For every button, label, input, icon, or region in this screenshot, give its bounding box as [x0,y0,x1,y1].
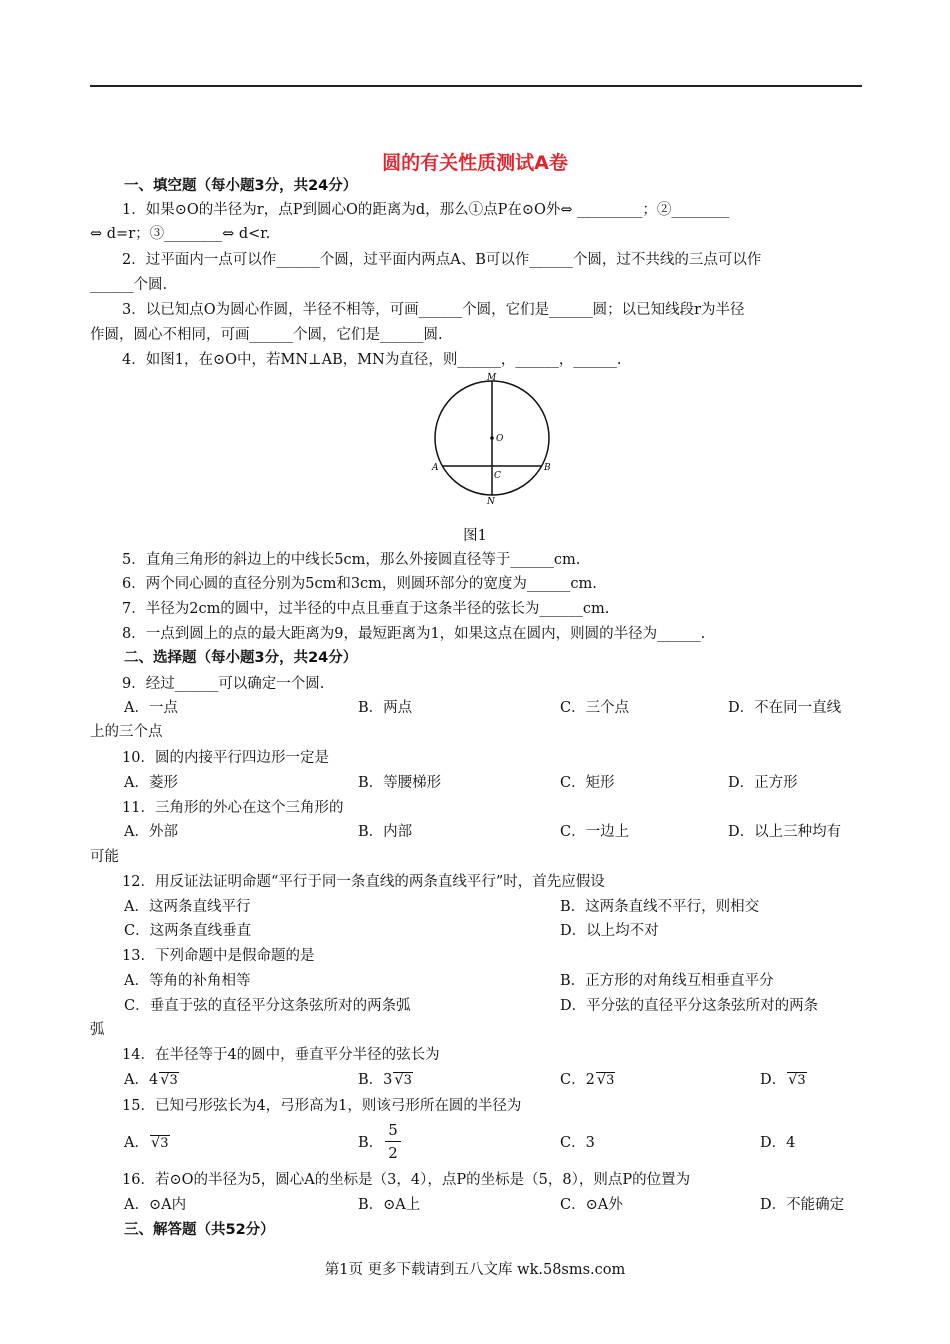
q9-option-b: B．两点 [358,700,413,716]
q11-option-d: D．以上三种均有 [728,824,842,840]
q16-option-c: C．⊙A外 [560,1197,623,1213]
label-b: B [544,463,551,473]
q13-option-d-wrap: 弧 [90,1022,105,1038]
q16-option-a: A．⊙A内 [124,1197,187,1213]
label-n: N [487,497,495,507]
section-heading-multiple-choice: 二、选择题（每小题3分，共24分） [124,650,358,666]
question-14: 14．在半径等于4的圆中，垂直平分半径的弦长为 [122,1047,440,1063]
center-point [490,436,494,440]
q12-option-c: C．这两条直线垂直 [124,923,252,939]
question-6: 6．两个同心圆的直径分别为5cm和3cm，则圆环部分的宽度为______cm. [122,576,597,592]
q15-option-b: B． [358,1135,384,1151]
q9-option-d: D．不在同一直线 [728,700,842,716]
q11-option-d-wrap: 可能 [90,849,119,865]
fraction-denominator: 2 [388,1144,398,1162]
section-heading-answer: 三、解答题（共52分） [124,1222,275,1238]
fraction-numerator: 5 [388,1121,398,1139]
question-8: 8．一点到圆上的点的最大距离为9，最短距离为1，如果这点在圆内，则圆的半径为______. [122,626,706,642]
q10-option-b: B．等腰梯形 [358,775,442,791]
q10-option-a: A．菱形 [124,775,178,791]
page-title: 圆的有关性质测试A卷 [382,152,568,174]
question-12: 12．用反证法证明命题“平行于同一条直线的两条直线平行”时，首先应假设 [122,874,605,890]
q11-option-a: A．外部 [124,824,178,840]
q14-option-d: D． √3 [760,1072,806,1088]
q12-option-b: B．这两条直线不平行，则相交 [560,899,760,915]
q14-option-b: B．3 √3 [358,1072,412,1088]
q10-option-c: C．矩形 [560,775,615,791]
q9-option-a: A．一点 [124,700,178,716]
q16-option-b: B．⊙A上 [358,1197,421,1213]
question-4: 4．如图1，在⊙O中，若MN⊥AB，MN为直径，则______，______，______. [122,352,622,368]
q15-option-d: D．4 [760,1135,796,1151]
q13-option-c: C．垂直于弦的直径平分这条弦所对的两条弧 [124,998,411,1014]
q16-option-d: D．不能确定 [760,1197,845,1213]
question-16: 16．若⊙O的半径为5，圆心A的坐标是（3，4），点P的坐标是（5，8），则点P的位置为 [122,1172,691,1188]
figure-1-caption: 图1 [463,528,487,544]
q15-option-b-fraction [385,1120,401,1163]
sqrt-symbol: √3 [788,1072,806,1088]
q10-option-d: D．正方形 [728,775,798,791]
question-7: 7．半径为2cm的圆中，过半径的中点且垂直于这条半径的弦长为______cm. [122,601,610,617]
label-c: C [494,471,501,481]
question-1-line-1: 1．如果⊙O的半径为r，点P到圆心O的距离为d，那么①点P在⊙O外⇔ _________；②________ [122,202,730,218]
label-a: A [432,463,439,473]
q13-option-d: D．平分弦的直径平分这条弦所对的两条 [560,998,819,1014]
q9-option-d-wrap: 上的三个点 [90,724,163,740]
q11-option-b: B．内部 [358,824,413,840]
sqrt-symbol: √3 [160,1072,178,1088]
question-5: 5．直角三角形的斜边上的中线长5cm，那么外接圆直径等于______cm. [122,552,581,568]
figure-1-circle-diagram [420,370,570,510]
q13-option-a: A．等角的补角相等 [124,973,251,989]
q12-option-a: A．这两条直线平行 [124,899,251,915]
question-9: 9．经过______可以确定一个圆. [122,676,325,692]
question-1-line-2: ⇔ d=r；③________⇔ d<r. [90,226,271,242]
q15-option-a: A． √3 [124,1135,169,1151]
question-10: 10．圆的内接平行四边形一定是 [122,750,329,766]
question-3-line-2: 作圆，圆心不相同，可画______个圆，它们是______圆. [90,327,443,343]
sqrt-symbol: √3 [596,1072,615,1088]
q11-option-c: C．一边上 [560,824,630,840]
q12-option-d: D．以上均不对 [560,923,659,939]
question-11: 11．三角形的外心在这个三角形的 [122,800,344,816]
sqrt-symbol: √3 [394,1072,412,1088]
question-2-line-1: 2．过平面内一点可以作______个圆，过平面内两点A、B可以作______个圆，过不共线的三点可以作 [122,252,762,268]
question-13: 13．下列命题中是假命题的是 [122,948,315,964]
q15-option-c: C．3 [560,1135,595,1151]
sqrt-symbol: √3 [150,1135,169,1151]
q14-option-a: A．4 √3 [124,1072,178,1088]
label-o: O [496,434,504,444]
q9-option-c: C．三个点 [560,700,630,716]
question-2-line-2: ______个圆. [90,277,168,293]
question-15: 15．已知弓形弦长为4，弓形高为1，则该弓形所在圆的半径为 [122,1098,522,1114]
page-footer: 第1页 更多下载请到五八文库 wk.58sms.com [324,1262,626,1278]
fraction-bar [385,1141,401,1142]
q14-option-c: C．2 √3 [560,1072,615,1088]
question-3-line-1: 3．以已知点O为圆心作圆，半径不相等，可画______个圆，它们是______圆；以已知线段r为半径 [122,302,745,318]
label-m: M [487,373,497,383]
q13-option-b: B．正方形的对角线互相垂直平分 [560,973,774,989]
header-rule [90,85,862,87]
section-heading-fill-blank: 一、填空题（每小题3分，共24分） [124,178,358,194]
